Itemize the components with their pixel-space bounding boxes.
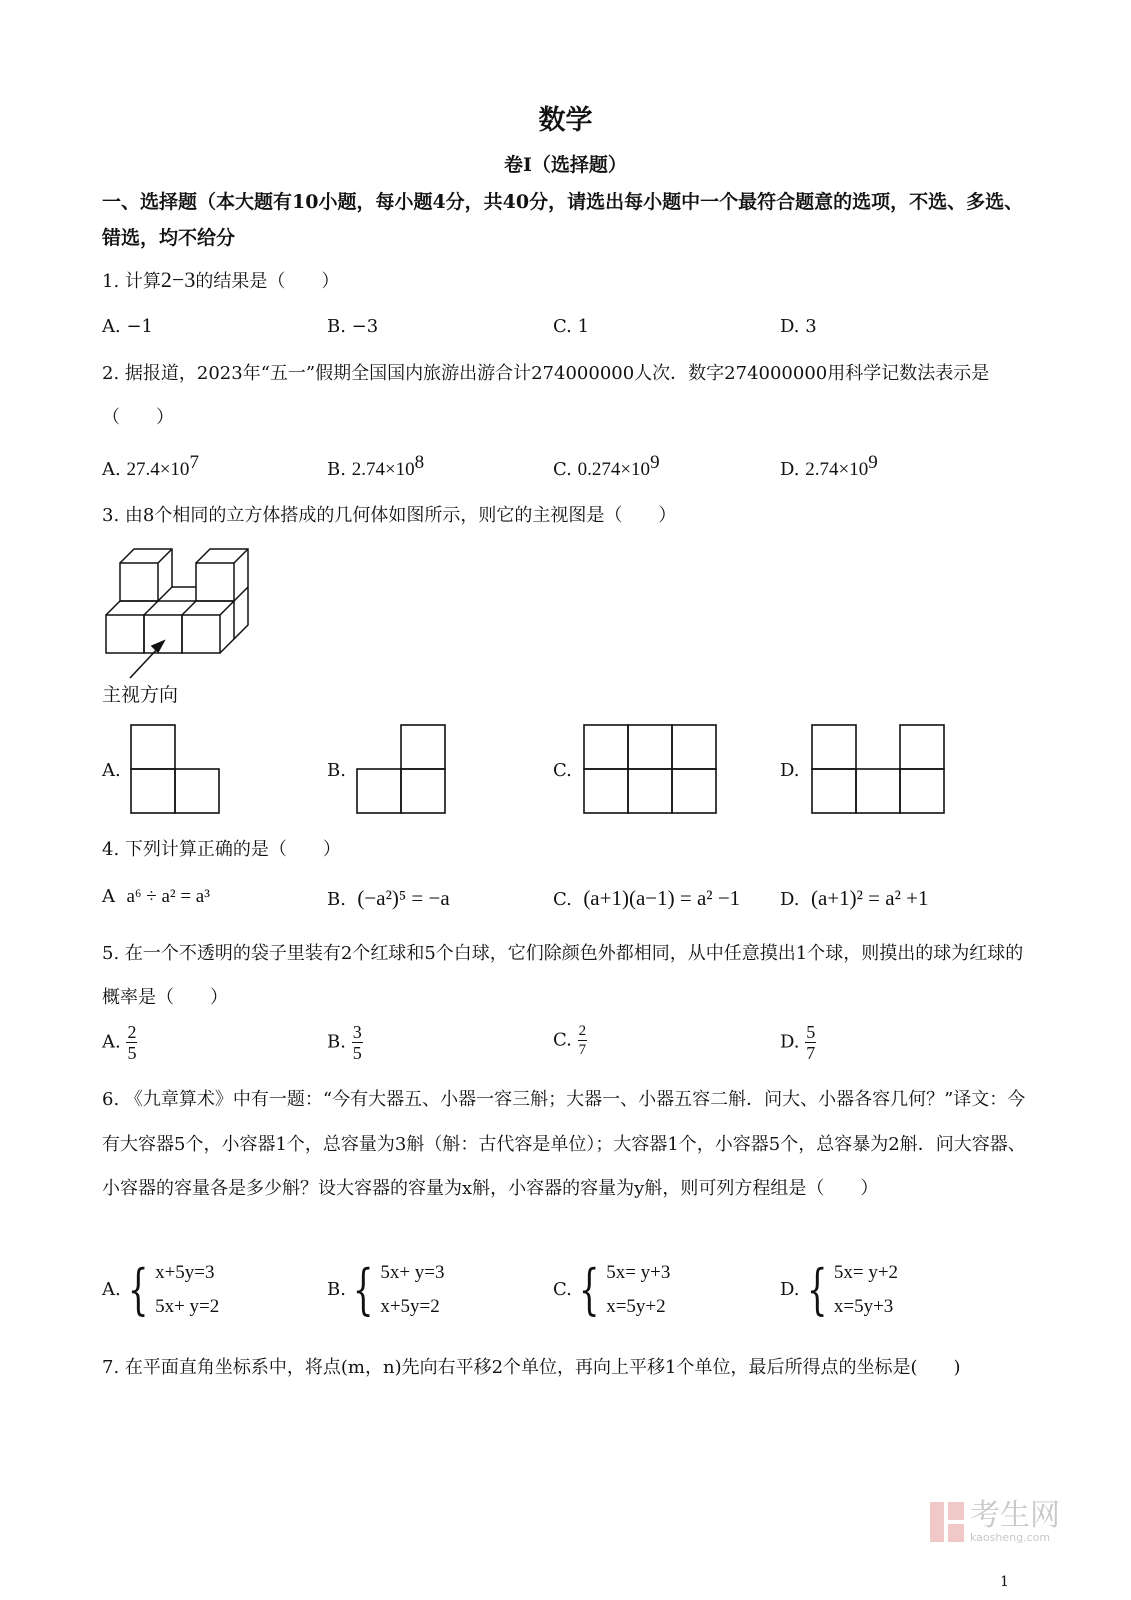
q6-option-d[interactable]: D. { 5x= y+2 x=5y+3 — [780, 1258, 899, 1321]
q2-option-d[interactable]: D. $2.74\times 10^9$ — [780, 452, 878, 480]
question-6-stem: 6. 《九章算术》中有一题：“今有大器五、小器一容三斛；大器一、小器五容二斛．问大、小器各容几何？”译文：今有大容器5个，小容器1个，总容量为3斛（斛：古代容是单位）；大容器1个，小容器5个，总容暴为2斛．问大容器、小容器的容量各是多少斛？设大容器的容量为x斛，小容器的容量为y斛，则可列方程组是（ ） — [102, 1089, 1026, 1199]
page-title: 数学 — [538, 105, 593, 136]
q4-option-c[interactable]: C. (a+1)(a−1) = a² −1 — [553, 886, 741, 910]
q6-option-c[interactable]: C. { 5x= y+3 x=5y+2 — [553, 1258, 671, 1321]
question-4-stem: 4. 下列计算正确的是（ ） — [102, 839, 341, 860]
watermark: 考生网 kaosheng.com — [930, 1500, 1060, 1544]
q3-option-c-figure[interactable] — [583, 724, 719, 816]
question-5-stem: 5. 在一个不透明的袋子里装有2个红球和5个白球，它们除颜色外都相同，从中任意摸出1个球，则摸出的球为红球的概率是（ ） — [102, 943, 1024, 1008]
q5-option-c[interactable]: C. $\frac{2}{7}$ — [553, 1023, 587, 1058]
question-7-stem: 7. 在平面直角坐标系中，将点(m，n)先向右平移2个单位，再向上平移1个单位，最后所得点的坐标是( ) — [102, 1357, 961, 1378]
q2-option-c[interactable]: C. $0.274\times 10^9$ — [553, 452, 660, 480]
q4-option-a[interactable]: A a⁶ ÷ a² = a³ — [102, 886, 210, 907]
q3-option-c-label[interactable]: C. — [553, 760, 572, 781]
question-3-stem: 3. 由8个相同的立方体搭成的几何体如图所示，则它的主视图是（ ） — [102, 505, 677, 526]
watermark-logo-icon — [930, 1502, 964, 1542]
q3-option-a-figure[interactable] — [130, 724, 222, 816]
q5-option-b[interactable]: B. $\frac{3}{5}$ — [327, 1022, 362, 1063]
q4-option-d[interactable]: D. (a+1)² = a² +1 — [780, 886, 929, 910]
q6-option-a[interactable]: A. { x+5y=3 5x+ y=2 — [102, 1258, 220, 1321]
paper-subtitle: 卷Ⅰ（选择题） — [504, 154, 627, 176]
page-number: 1 — [1000, 1574, 1009, 1590]
q1-option-a[interactable]: A. −1 — [102, 316, 153, 337]
q3-option-d-label[interactable]: D. — [780, 760, 800, 781]
q1-option-c[interactable]: C. 1 — [553, 316, 590, 337]
q2-option-a[interactable]: A. $27.4\times 10^7$ — [102, 452, 199, 480]
q4-option-b[interactable]: B. (−a²)⁵ = −a — [327, 886, 450, 910]
q3-option-b-figure[interactable] — [356, 724, 448, 816]
section-heading: 一、选择题（本大题有10小题，每小题4分，共40分，请选出每小题中一个最符合题意的选项，不选、多选、错选，均不给分 — [102, 191, 1024, 249]
q3-option-d-figure[interactable] — [811, 724, 947, 816]
q6-option-b[interactable]: B. { 5x+ y=3 x+5y=2 — [327, 1258, 445, 1321]
q1-option-b[interactable]: B. −3 — [327, 316, 379, 337]
q5-option-a[interactable]: A. $\frac{2}{5}$ — [102, 1022, 137, 1063]
question-1-stem: 1. 计算2−3的结果是（ ） — [102, 267, 340, 292]
q3-option-a-label[interactable]: A. — [102, 760, 121, 781]
cube-solid-figure — [100, 540, 260, 680]
q1-option-d[interactable]: D. 3 — [780, 316, 817, 337]
q3-option-b-label[interactable]: B. — [327, 760, 346, 781]
question-2-stem: 2. 据报道，2023年“五一”假期全国国内旅游出游合计274000000人次．数字274000000用科学记数法表示是（ ） — [102, 363, 990, 428]
q2-option-b[interactable]: B. $2.74\times 10^8$ — [327, 452, 425, 480]
view-direction-label: 主视方向 — [102, 684, 179, 706]
q5-option-d[interactable]: D. $\frac{5}{7}$ — [780, 1022, 816, 1063]
